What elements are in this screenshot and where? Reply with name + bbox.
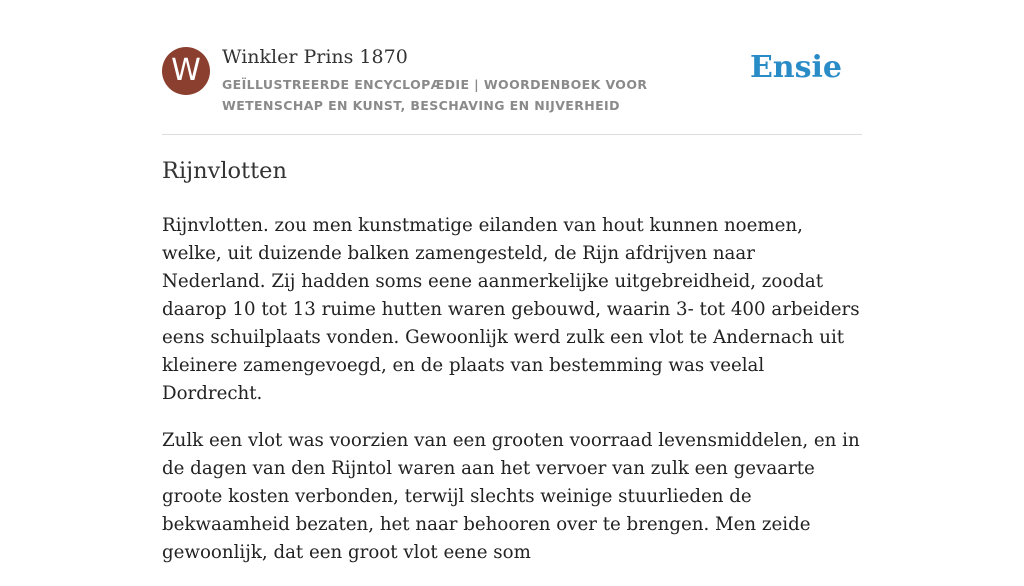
article-paragraph-1: Rijnvlotten. zou men kunstmatige eilanden van hout kunnen noemen, welke, uit duizende balken zamengesteld, de Rijn afdrijven naar Nederland. Zij hadden soms eene aanmerkelijke uitgebreidheid, zoodat daarop 10 tot 13 ruime hutten waren gebouwd, waarin 3- tot 400 arbeiders eens schuilplaats vonden. Gewoonlijk werd zulk een vlot te Andernach uit kleinere zamengevoegd, en de plaats van bestemming was veelal Dordrecht. [162, 215, 860, 404]
article-title: Rijnvlotten [162, 158, 287, 184]
article-paragraph-2: Zulk een vlot was voorzien van een grooten voorraad levensmiddelen, en in de dagen van den Rijntol waren aan het vervoer van zulk een gevaarte groote kosten verbonden, terwijl slechts weinige stuurlieden de bekwaamheid bezaten, het naar behooren over te brengen. Men zeide gewoonlijk, dat een groot vlot eene som [162, 430, 860, 563]
page-container [162, 0, 862, 563]
source-subtitle: GEÏLLUSTREERDE ENCYCLOPÆDIE | WOORDENBOEK VOOR WETENSCHAP EN KUNST, BESCHAVING EN NIJVERHEID [222, 77, 648, 113]
ensie-logo-link[interactable]: Ensie [749, 50, 842, 85]
source-avatar[interactable]: W [162, 47, 210, 95]
article-body [162, 212, 864, 586]
source-header [162, 0, 862, 135]
source-title[interactable]: Winkler Prins 1870 [222, 46, 408, 68]
